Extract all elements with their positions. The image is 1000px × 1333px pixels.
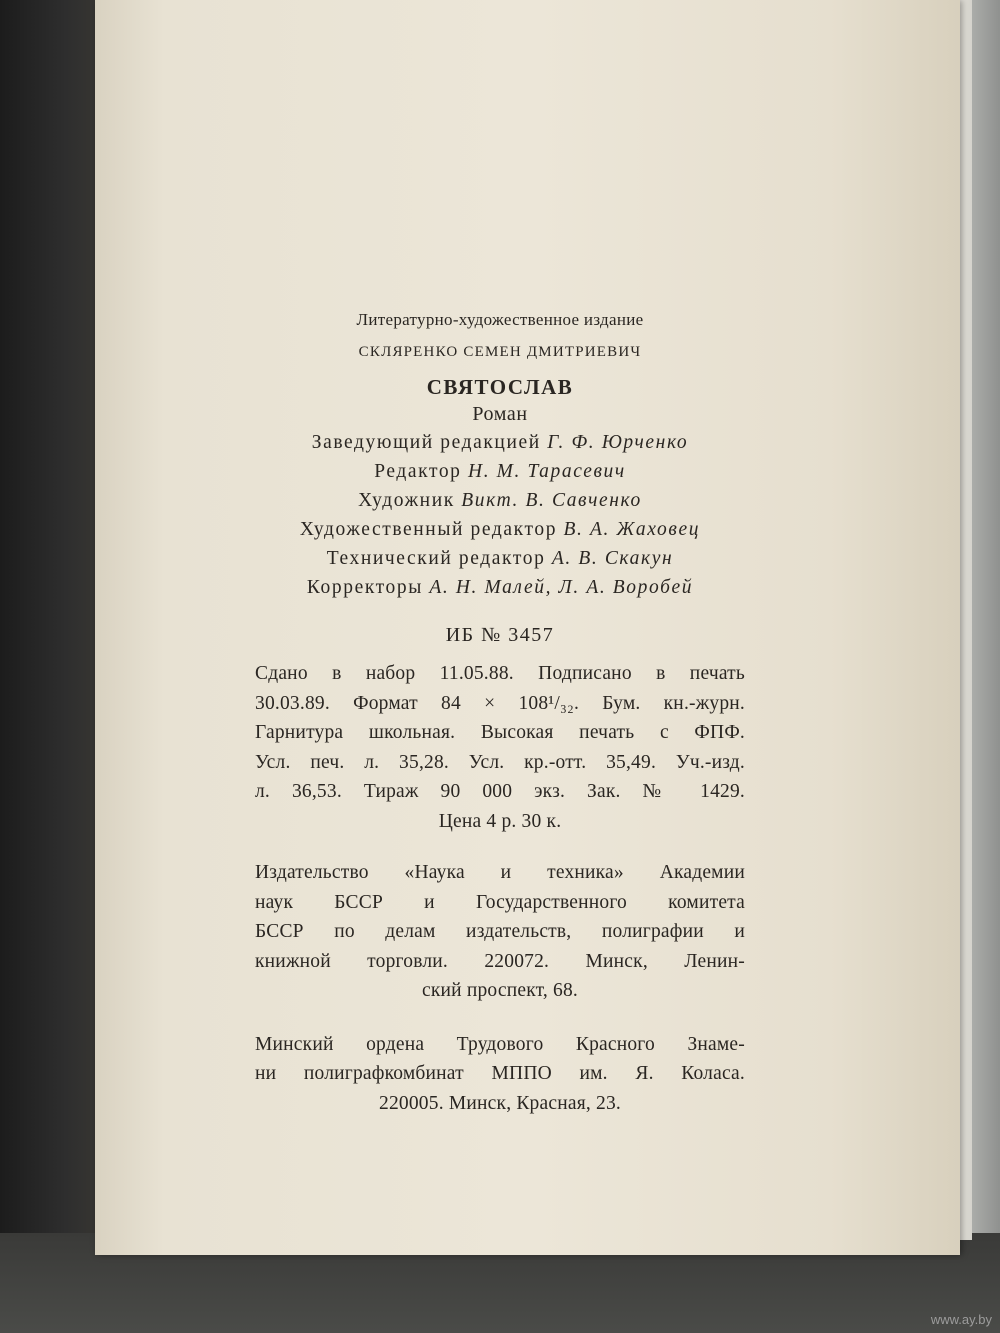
printer-line: Минский ордена Трудового Красного Знаме- [255,1033,745,1055]
printer-line: 220005. Минск, Красная, 23. [379,1092,621,1114]
publisher-info [255,858,745,1006]
print-info-line: Гарнитура школьная. Высокая печать с ФПФ. [255,722,745,743]
printer-info [255,1030,745,1119]
print-info-line: Усл. печ. л. 35,28. Усл. кр.-отт. 35,49. Уч.-изд. [255,751,745,773]
ib-number: ИБ № 3457 [445,624,555,646]
watermark: www.ay.by [930,1312,992,1327]
credit-line: Художник Викт. В. Савченко [358,490,642,511]
background-left [0,0,110,1333]
print-info-line: л. 36,53. Тираж 90 000 экз. Зак. № 1429. [255,781,745,802]
printer-line: ни полиграфкомбинат МППО им. Я. Коласа. [255,1063,745,1084]
print-info-line: Сдано в набор 11.05.88. Подписано в печать [255,663,745,684]
publisher-line: ский проспект, 68. [421,980,579,1001]
print-info-line: 30.03.89. Формат 84 × 108¹/₃₂. Бум. кн.-журн. [255,692,745,714]
credit-line: Технический редактор А. В. Скакун [326,548,674,569]
credit-line: Редактор Н. М. Тарасевич [374,461,626,482]
publisher-line: БССР по делам издательств, полиграфии и [255,921,745,942]
publisher-line: книжной торговли. 220072. Минск, Ленин- [255,950,745,972]
price: Цена 4 р. 30 к. [438,810,562,832]
print-info [255,659,745,836]
edition-type: Литературно-художественное издание [356,310,644,329]
publisher-line: Издательство «Наука и техника» Академии [255,862,745,883]
credit-line: Художественный редактор В. А. Жаховец [299,519,701,540]
credits-list [255,428,745,602]
credit-line: Корректоры А. Н. Малей, Л. А. Воробей [306,577,694,598]
credit-line: Заведующий редакцией Г. Ф. Юрченко [311,432,689,453]
genre: Роман [472,403,528,425]
book-title: СВЯТОСЛАВ [426,375,574,399]
author-name: СКЛЯРЕНКО СЕМЕН ДМИТРИЕВИЧ [358,344,642,360]
page-edge [958,0,972,1240]
publisher-line: наук БССР и Государственного комитета [255,891,745,913]
imprint-block [255,300,745,1118]
